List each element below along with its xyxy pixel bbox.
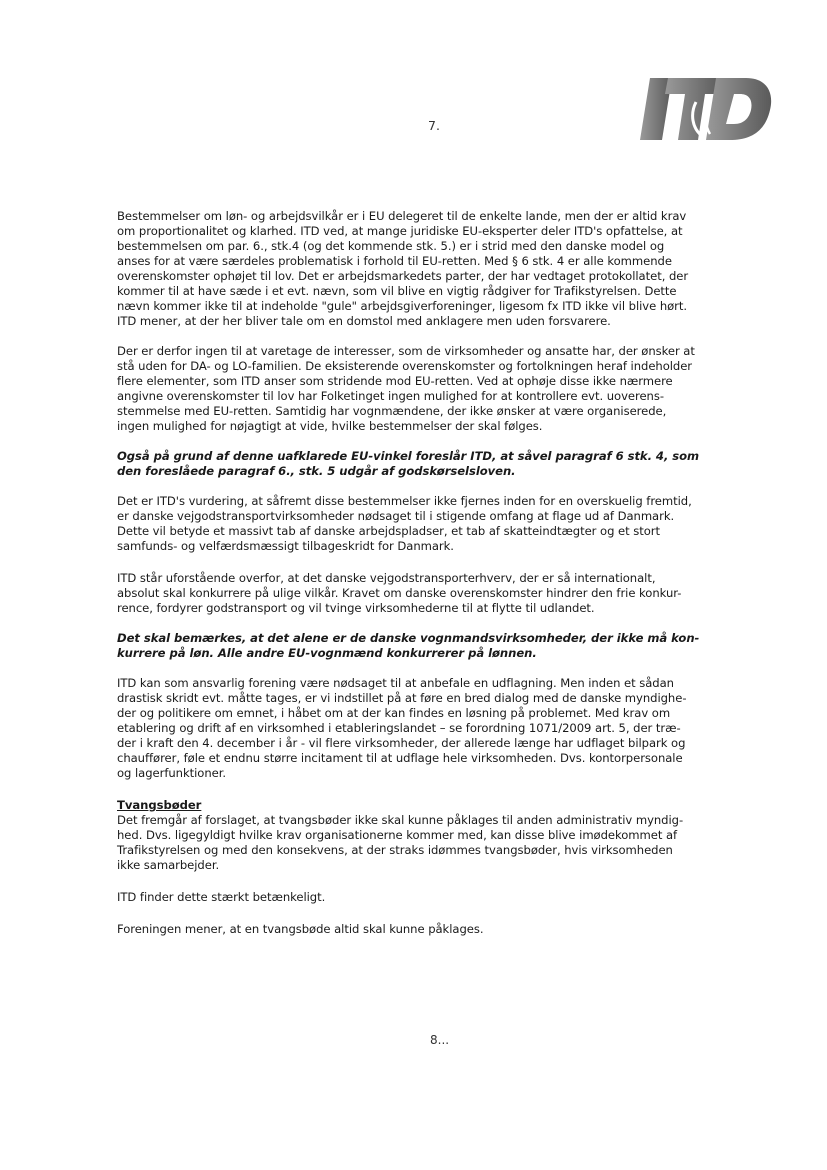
text-line: der i kraft den 4. december i år - vil flere virksomheder, der allerede længe har udflaget bilpark og (117, 736, 686, 750)
text-line: etablering og drift af en virksomhed i etableringslandet – se forordning 1071/2009 art. 5, der træ- (117, 721, 681, 735)
text-line: chauffører, føle et endnu større incitament til at udflage hele virksomheden. Dvs. kontorpersonale (117, 751, 683, 765)
text-line: ITD finder dette stærkt betænkeligt. (117, 890, 326, 904)
text-line: ITD mener, at der her bliver tale om en domstol med anklagere men uden forsvarere. (117, 314, 611, 328)
paragraph-eu-delegation (117, 209, 757, 329)
text-line: og lagerfunktioner. (117, 766, 226, 780)
itd-logo (638, 74, 774, 144)
text-line: der og politikere om emnet, i håbet om at der kan findes en løsning på problemet. Med krav om (117, 706, 671, 720)
paragraph-wage-emphasis (117, 631, 757, 661)
text-line: stemmelse med EU-retten. Samtidig har vognmændene, der ikke ønsker at være organiserede, (117, 404, 667, 418)
text-line: drastisk skridt evt. måtte tages, er vi indstillet på at føre en bred dialog med de danske myndighe- (117, 691, 687, 705)
letter-body (117, 209, 757, 937)
text-line: Også på grund af denne uafklarede EU-vinkel foreslår ITD, at såvel paragraf 6 stk. 4, som (117, 449, 700, 463)
text-line: Dette vil betyde et massivt tab af danske arbejdspladser, et tab af skatteindtægter og et stort (117, 524, 660, 538)
text-line: anses for at være særdeles problematisk i forhold til EU-retten. Med § 6 stk. 4 er alle kommende (117, 254, 672, 268)
paragraph-assessment (117, 494, 757, 554)
text-line: ikke samarbejder. (117, 858, 220, 872)
paragraph-proposal-emphasis (117, 449, 757, 479)
text-line: hed. Dvs. ligegyldigt hvilke krav organisationerne kommer med, kan disse blive imødekommet af (117, 828, 678, 842)
section-heading: Tvangsbøder (117, 798, 202, 812)
text-line: Trafikstyrelsen og med den konsekvens, at der straks idømmes tvangsbøder, hvis virksomheden (117, 843, 673, 857)
paragraph-interests (117, 344, 757, 434)
page-number-top: 7. (428, 118, 440, 133)
text-line: Bestemmelser om løn- og arbejdsvilkår er i EU delegeret til de enkelte lande, men der er altid krav (117, 209, 687, 223)
text-line: angivne overenskomster til lov har Folketinget ingen mulighed for at kontrollere evt. uoverens- (117, 389, 664, 403)
text-line: ingen mulighed for nøjagtigt at vide, hvilke bestemmelser der skal følges. (117, 419, 543, 433)
text-line: Der er derfor ingen til at varetage de interesser, som de virksomheder og ansatte har, der ønsker at (117, 344, 695, 358)
text-line: kommer til at have sæde i et evt. nævn, som vil blive en vigtig rådgiver for Trafikstyrelsen. Dette (117, 284, 677, 298)
paragraph-tvangsboder (117, 798, 757, 873)
text-line: overenskomster ophøjet til lov. Det er arbejdsmarkedets parter, der har vedtaget protokollatet, der (117, 269, 689, 283)
paragraph-concern (117, 890, 757, 905)
text-line: Det skal bemærkes, at det alene er de danske vognmandsvirksomheder, der ikke må kon- (117, 631, 700, 645)
text-line: absolut skal konkurrere på ulige vilkår. Kravet om danske overenskomster hindrer den frie konkur- (117, 586, 682, 600)
paragraph-flagging-out (117, 676, 757, 781)
text-line: om proportionalitet og klarhed. ITD ved, at mange juridiske EU-eksperter deler ITD's opfattelse, at (117, 224, 683, 238)
text-line: kurrere på løn. Alle andre EU-vognmænd konkurrerer på lønnen. (117, 646, 537, 660)
text-line: nævn kommer ikke til at indeholde "gule" arbejdsgiverforeninger, ligesom fx ITD ikke vil blive hørt. (117, 299, 688, 313)
text-line: Det er ITD's vurdering, at såfremt disse bestemmelser ikke fjernes inden for en overskuelig fremtid, (117, 494, 692, 508)
text-line: den foreslåede paragraf 6., stk. 5 udgår af godskørselsloven. (117, 464, 516, 478)
text-line: Foreningen mener, at en tvangsbøde altid skal kunne påklages. (117, 922, 484, 936)
paragraph-competition (117, 571, 757, 616)
text-line: stå uden for DA- og LO-familien. De eksisterende overenskomster og fortolkningen heraf indeholder (117, 359, 693, 373)
text-line: ITD står uforstående overfor, at det danske vejgodstransporterhverv, der er så internationalt, (117, 571, 656, 585)
page-number-bottom: 8... (430, 1033, 450, 1047)
text-line: samfunds- og velfærdsmæssigt tilbageskridt for Danmark. (117, 539, 454, 553)
text-line: er danske vejgodstransportvirksomheder nødsaget til i stigende omfang at flage ud af Danmark. (117, 509, 675, 523)
text-line: ITD kan som ansvarlig forening være nødsaget til at anbefale en udflagning. Men inden et sådan (117, 676, 674, 690)
paragraph-appeal (117, 922, 757, 937)
text-line: rence, fordyrer godstransport og vil tvinge virksomhederne til at flytte til udlandet. (117, 601, 595, 615)
text-line: bestemmelsen om par. 6., stk.4 (og det kommende stk. 5.) er i strid med den danske model og (117, 239, 665, 253)
text-line: flere elementer, som ITD anser som stridende mod EU-retten. Ved at ophøje disse ikke nærmere (117, 374, 673, 388)
text-line: Det fremgår af forslaget, at tvangsbøder ikke skal kunne påklages til anden administrativ myndig- (117, 813, 684, 827)
